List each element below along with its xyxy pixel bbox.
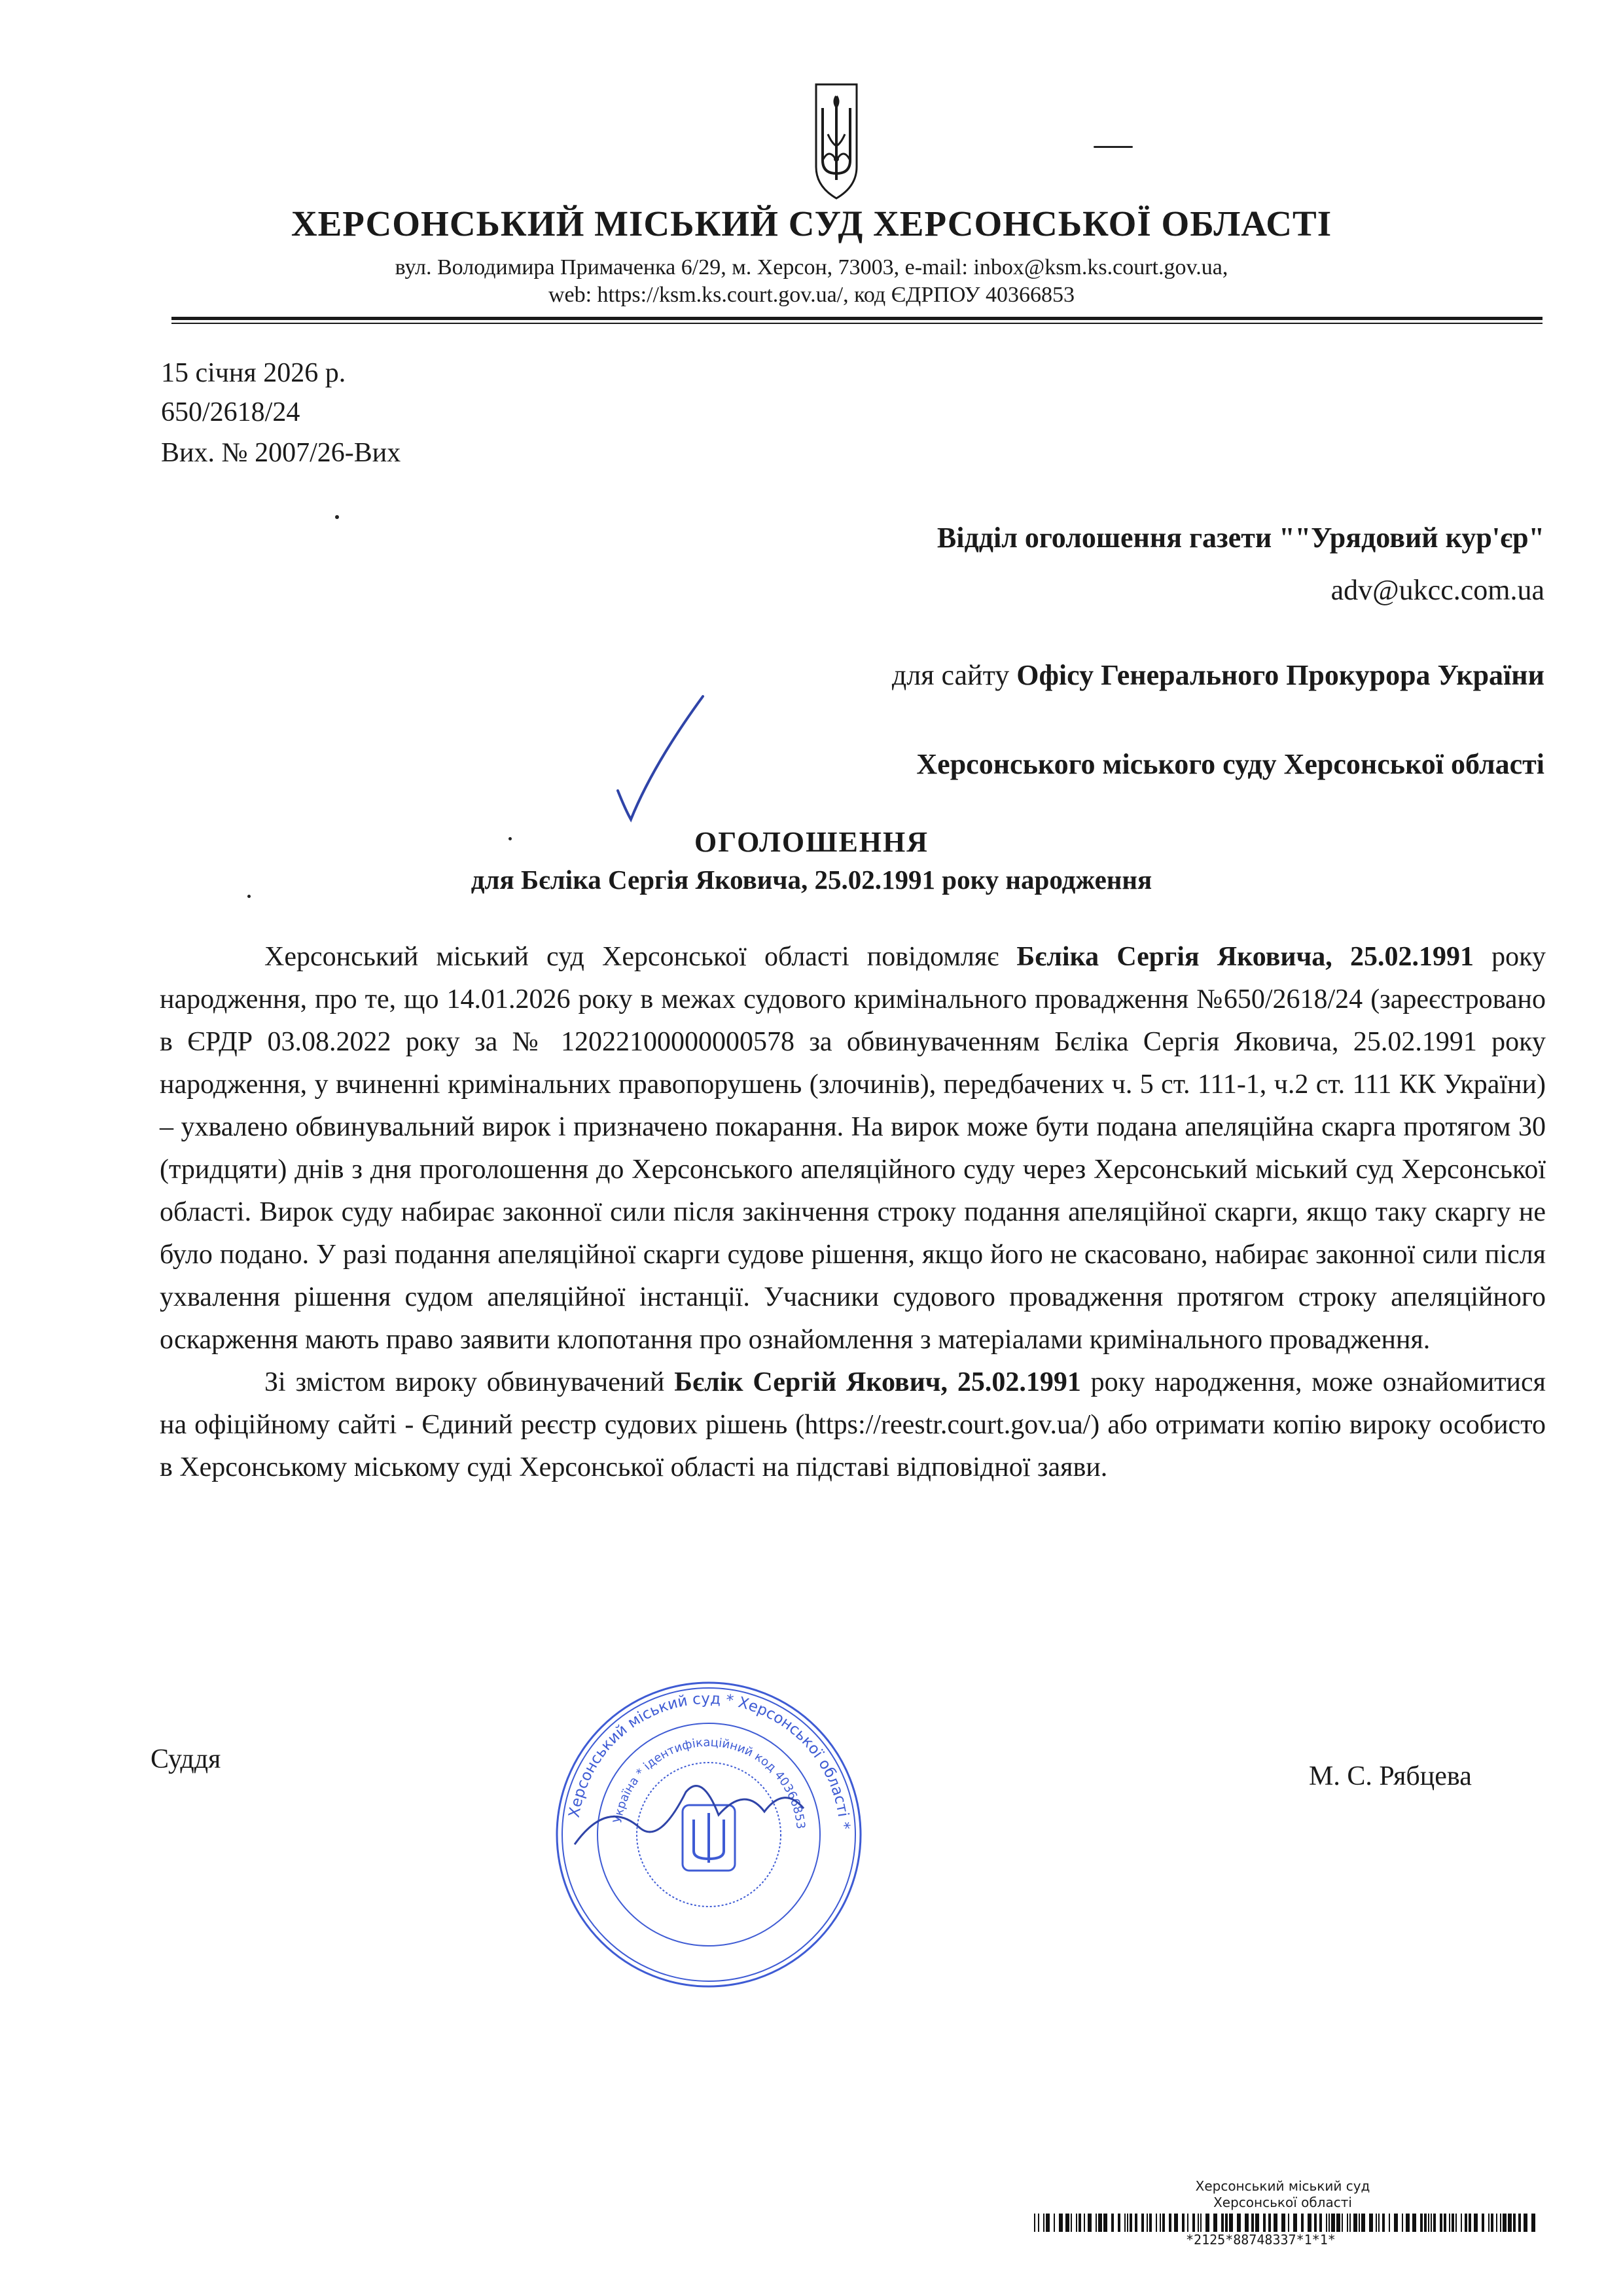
barcode-bar [1034, 2214, 1035, 2232]
barcode-bar [1449, 2214, 1450, 2232]
barcode-bar [1347, 2214, 1348, 2232]
barcode-bar [1071, 2214, 1072, 2232]
barcode-bar [1531, 2214, 1535, 2232]
paragraph-2-text-b: року народження, може ознайомитися на офіційному сайті - Єдиний реєстр судових рішень (https://reestr.court.gov.ua/) або отримати копію вироку особисто в Херсонському міському суді Херсонської області на підставі відповідної заяви. [160, 1367, 1546, 1482]
barcode-bar [1361, 2214, 1365, 2232]
barcode-bar [1319, 2214, 1322, 2232]
barcode-bar [1444, 2214, 1446, 2232]
barcode-bar [1274, 2214, 1277, 2232]
court-name: ХЕРСОНСЬКИЙ МІСЬКИЙ СУД ХЕРСОНСЬКОЇ ОБЛАСТІ [291, 204, 1332, 243]
barcode-bar [1098, 2214, 1102, 2232]
outgoing-number: Вих. № 2007/26-Вих [161, 438, 401, 468]
barcode-bar [1251, 2214, 1254, 2232]
barcode-bar [1524, 2214, 1527, 2232]
barcode-bar [1349, 2214, 1351, 2232]
scan-speck [335, 515, 339, 519]
barcode-bar [1382, 2214, 1385, 2232]
recipient-prefix: для сайту [891, 659, 1017, 691]
barcode-bar [1503, 2214, 1507, 2232]
barcode-bar [1465, 2214, 1467, 2232]
barcode-bar [1147, 2214, 1148, 2232]
barcode-bar [1488, 2214, 1489, 2232]
barcode-bar [1329, 2214, 1330, 2232]
barcode-bar [1461, 2214, 1462, 2232]
barcode-bar [1331, 2214, 1335, 2232]
barcode-bar [1412, 2214, 1416, 2232]
barcode-bar [1336, 2214, 1340, 2232]
barcode-bar [1169, 2214, 1171, 2232]
court-address: вул. Володимира Примаченка 6/29, м. Херсон, 73003, e-mail: inbox@ksm.ks.court.gov.ua, [395, 255, 1228, 279]
recipient-prosecutor-office: Офісу Генерального Прокурора України [1016, 659, 1544, 691]
coat-of-arms-icon [813, 82, 859, 201]
court-stamp [548, 1674, 869, 1995]
handwritten-check-icon [614, 692, 705, 823]
barcode-bar [1255, 2214, 1259, 2232]
barcode-bar [1149, 2214, 1152, 2232]
barcode-bar [1130, 2214, 1132, 2232]
recipient-court-site: Херсонського міського суду Херсонської області [916, 748, 1544, 780]
barcode-bar [1263, 2214, 1266, 2232]
paragraph-1-text-a: Херсонський міський суд Херсонської області повідомляє [264, 942, 1017, 972]
barcode-bar [1424, 2214, 1427, 2232]
barcode-bar [1198, 2214, 1199, 2232]
barcode-number: *2125*88748337*1*1* [1186, 2232, 1336, 2248]
barcode-bar [1428, 2214, 1429, 2232]
header-divider [171, 317, 1543, 320]
barcode-bar [1245, 2214, 1249, 2232]
barcode-bar [1369, 2214, 1373, 2232]
barcode-bar [1455, 2214, 1457, 2232]
announcement-body [160, 936, 1546, 1489]
barcode-bar [1205, 2214, 1209, 2232]
barcode-bar [1127, 2214, 1128, 2232]
barcode-bar [1141, 2214, 1144, 2232]
barcode-bar [1500, 2214, 1501, 2232]
barcode-bar [1293, 2214, 1297, 2232]
barcode-bar [1237, 2214, 1241, 2232]
barcode-bar [1518, 2214, 1521, 2232]
barcode-bar [1213, 2214, 1217, 2232]
barcode-bar [1156, 2214, 1157, 2232]
barcode-bar [1389, 2214, 1390, 2232]
barcode-bar [1376, 2214, 1377, 2232]
barcode-bar [1496, 2214, 1497, 2232]
barcode-bar [1221, 2214, 1224, 2232]
barcode-bar [1513, 2214, 1516, 2232]
barcode-bar [1342, 2214, 1343, 2232]
barcode-bar [1160, 2214, 1161, 2232]
barcode-bar [1452, 2214, 1454, 2232]
stamp-inner-text: Україна * ідентифікаційний код 40366853 [611, 1735, 808, 1830]
signer-label: Суддя [151, 1744, 221, 1774]
recipient-newspaper: Відділ оголошення газети ""Урядовий кур'єр" [936, 522, 1544, 554]
signer-name: М. С. Рябцева [1309, 1761, 1472, 1791]
barcode-bar [1192, 2214, 1195, 2232]
stamp-outer-text: Херсонський міський суд * Херсонської області * [565, 1690, 853, 1830]
barcode-bar [1225, 2214, 1228, 2232]
barcode-bar [1359, 2214, 1360, 2232]
barcode-bar [1111, 2214, 1114, 2232]
barcode-bar [1353, 2214, 1357, 2232]
court-web: web: https://ksm.ks.court.gov.ua/, код ЄДРПОУ 40366853 [548, 283, 1075, 307]
header-divider-thin [171, 323, 1543, 324]
paragraph-2 [160, 1361, 1546, 1489]
barcode-bar [1096, 2214, 1097, 2232]
barcode-bar [1281, 2214, 1285, 2232]
paragraph-1-text-b: року народження, про те, що 14.01.2026 року в межах судового кримінального провадження №650/2618/24 (зареєстровано в ЄРДР 03.08.2022 року за № 12022100000000578 за обвинуваченням Бєліка Сергія Яковича, 25.02.1991 року народження, у вчиненні кримінальних правопорушень (злочинів), передбачених ч. 5 ст. 111-1, ч.2 ст. 111 КК України) – ухвалено обвинувальний вирок і призначено покарання. На вирок може бути подана апеляційна скарга протягом 30 (тридцяти) днів з дня проголошення до Херсонського апеляційного суду через Херсонський міський суд Херсонської області. Вирок суду набирає законної сили після закінчення строку подання апеляційної скарги, якщо таку скаргу не було подано. У разі подання апеляційної скарги судове рішення, якщо його не скасовано, набирає законної сили після ухвалення рішення судом апеляційної інстанції. Учасники судового провадження протягом строку апеляційного оскарження мають право заявити клопотання про ознайомлення з матеріалами кримінального провадження. [160, 942, 1546, 1355]
barcode-bar [1046, 2214, 1050, 2232]
barcode-bar [1301, 2214, 1304, 2232]
barcode-bar [1431, 2214, 1432, 2232]
barcode-bar [1043, 2214, 1044, 2232]
barcode-bar [1482, 2214, 1484, 2232]
case-number: 650/2618/24 [161, 397, 300, 427]
barcode-bar [1314, 2214, 1317, 2232]
scan-speck [508, 837, 512, 840]
barcode-bar [1308, 2214, 1311, 2232]
scan-speck [1094, 146, 1133, 148]
announcement-title: ОГОЛОШЕННЯ [694, 826, 929, 858]
barcode-bar [1187, 2214, 1188, 2232]
barcode-bar [1084, 2214, 1085, 2232]
barcode-bar [1054, 2214, 1055, 2232]
recipient-prosecutor [892, 658, 1544, 692]
announcement-subtitle: для Бєліка Сергія Яковича, 25.02.1991 року народження [471, 865, 1152, 895]
barcode-bar [1394, 2214, 1398, 2232]
barcode-bar [1326, 2214, 1327, 2232]
recipient-email: adv@ukcc.com.ua [1330, 574, 1544, 606]
barcode-bar [1124, 2214, 1126, 2232]
barcode-bar [1118, 2214, 1120, 2232]
barcode-bar [1103, 2214, 1107, 2232]
barcode-bar [1288, 2214, 1289, 2232]
barcode-bar [1038, 2214, 1039, 2232]
paragraph-2-accused: Бєлік Сергій Якович, 25.02.1991 [674, 1367, 1081, 1397]
barcode-bar [1474, 2214, 1478, 2232]
barcode-bar [1433, 2214, 1436, 2232]
barcode-bar [1200, 2214, 1202, 2232]
barcode-bar [1491, 2214, 1493, 2232]
barcode-label-region: Херсонської області [1213, 2195, 1352, 2210]
barcode-bar [1162, 2214, 1165, 2232]
barcode-bar [1088, 2214, 1092, 2232]
document-date: 15 січня 2026 р. [161, 358, 346, 388]
barcode-bar [1378, 2214, 1380, 2232]
barcode-bar [1420, 2214, 1423, 2232]
barcode-bar [1174, 2214, 1178, 2232]
barcode-bar [1440, 2214, 1442, 2232]
barcode-bar [1076, 2214, 1077, 2232]
paragraph-1-accused: Бєліка Сергія Яковича, 25.02.1991 [1016, 942, 1474, 972]
barcode-bar [1268, 2214, 1271, 2232]
barcode-bar [1135, 2214, 1137, 2232]
scan-speck [247, 895, 251, 898]
barcode-label-court: Херсонський міський суд [1195, 2178, 1370, 2194]
barcode-bar [1508, 2214, 1512, 2232]
barcode-bar [1406, 2214, 1410, 2232]
barcode-bar [1059, 2214, 1063, 2232]
barcode-bar [1065, 2214, 1069, 2232]
paragraph-1 [160, 936, 1546, 1361]
paragraph-2-text-a: Зі змістом вироку обвинувачений [264, 1367, 675, 1397]
barcode-bar [1182, 2214, 1185, 2232]
barcode-bar [1402, 2214, 1403, 2232]
barcode [1034, 2214, 1538, 2232]
barcode-bar [1229, 2214, 1233, 2232]
barcode-bar [1469, 2214, 1471, 2232]
barcode-bar [1079, 2214, 1081, 2232]
stamp-tryzub-icon [683, 1805, 735, 1871]
